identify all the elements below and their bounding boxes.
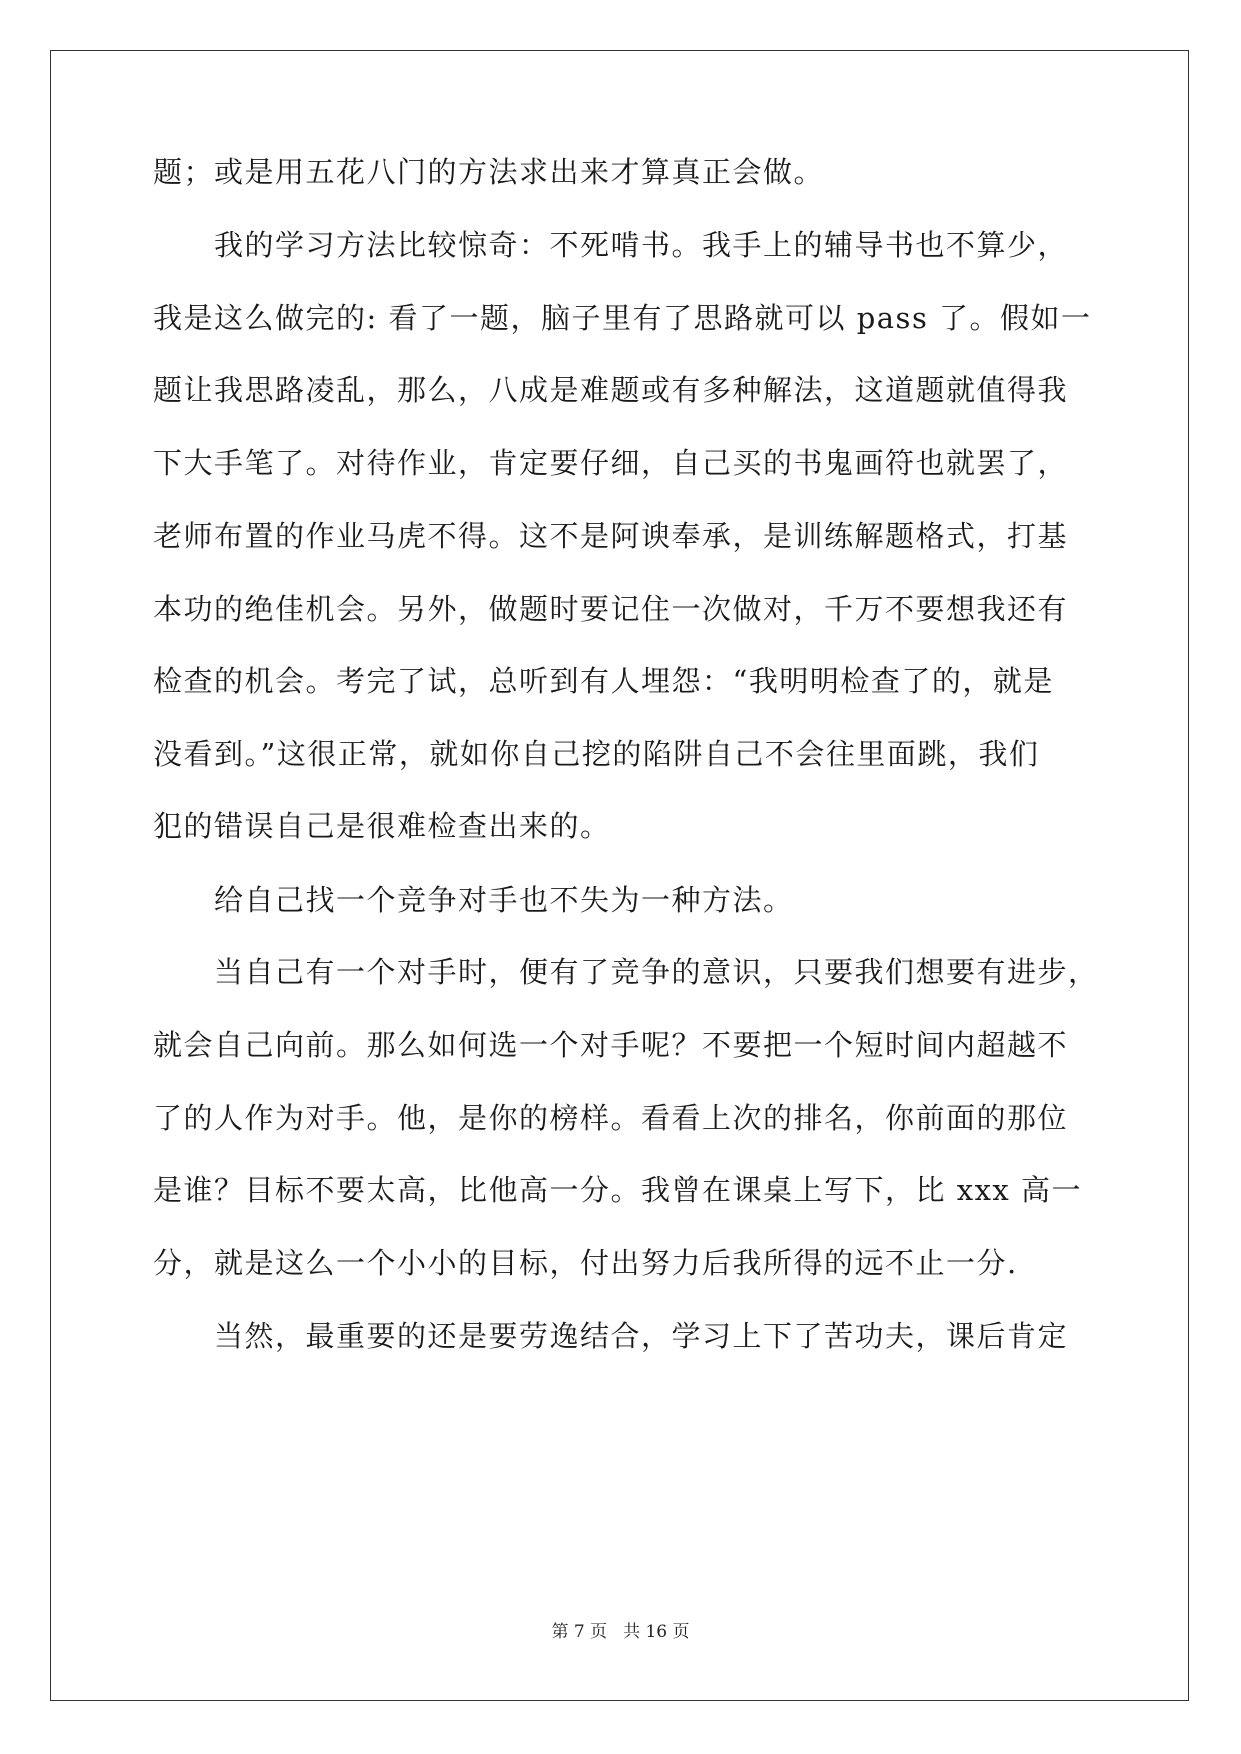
page-total: 共 16 页 [623,1622,690,1642]
text-line: 给自己找一个竞争对手也不失为一种方法。 [214,883,794,917]
text-line: 就会自己向前。那么如何选一个对手呢？不要把一个短时间内超越不 [153,1028,1069,1062]
text-line: 我是这么做完的: 看了一题，脑子里有了思路就可以 pass 了。假如一 [153,301,1092,335]
page-number: 第 7 页 [551,1622,608,1642]
page-footer [0,1620,1241,1644]
text-line: 当然，最重要的还是要劳逸结合，学习上下了苦功夫，课后肯定 [214,1319,1069,1353]
text-line: 题；或是用五花八门的方法求出来才算真正会做。 [153,155,825,189]
text-line: 检查的机会。考完了试，总听到有人埋怨：“我明明检查了的，就是 [153,664,1054,698]
text-line: 我的学习方法比较惊奇：不死啃书。我手上的辅导书也不算少， [214,228,1069,262]
text-line: 当自己有一个对手时，便有了竞争的意识，只要我们想要有进步， [214,955,1099,989]
text-line: 老师布置的作业马虎不得。这不是阿谀奉承，是训练解题格式，打基 [153,519,1069,553]
text-line: 是谁？目标不要太高，比他高一分。我曾在课桌上写下，比 xxx 高一 [153,1173,1083,1207]
text-line: 下大手笔了。对待作业，肯定要仔细，自己买的书鬼画符也就罢了， [153,446,1069,480]
text-line: 题让我思路凌乱，那么，八成是难题或有多种解法，这道题就值得我 [153,373,1069,407]
text-line: 没看到。”这很正常，就如你自己挖的陷阱自己不会往里面跳，我们 [153,737,1040,771]
text-line: 犯的错误自己是很难检查出来的。 [153,809,611,843]
text-line: 分，就是这么一个小小的目标，付出努力后我所得的远不止一分. [153,1246,1018,1280]
text-line: 本功的绝佳机会。另外，做题时要记住一次做对，千万不要想我还有 [153,592,1069,626]
text-line: 了的人作为对手。他，是你的榜样。看看上次的排名，你前面的那位 [153,1101,1069,1135]
